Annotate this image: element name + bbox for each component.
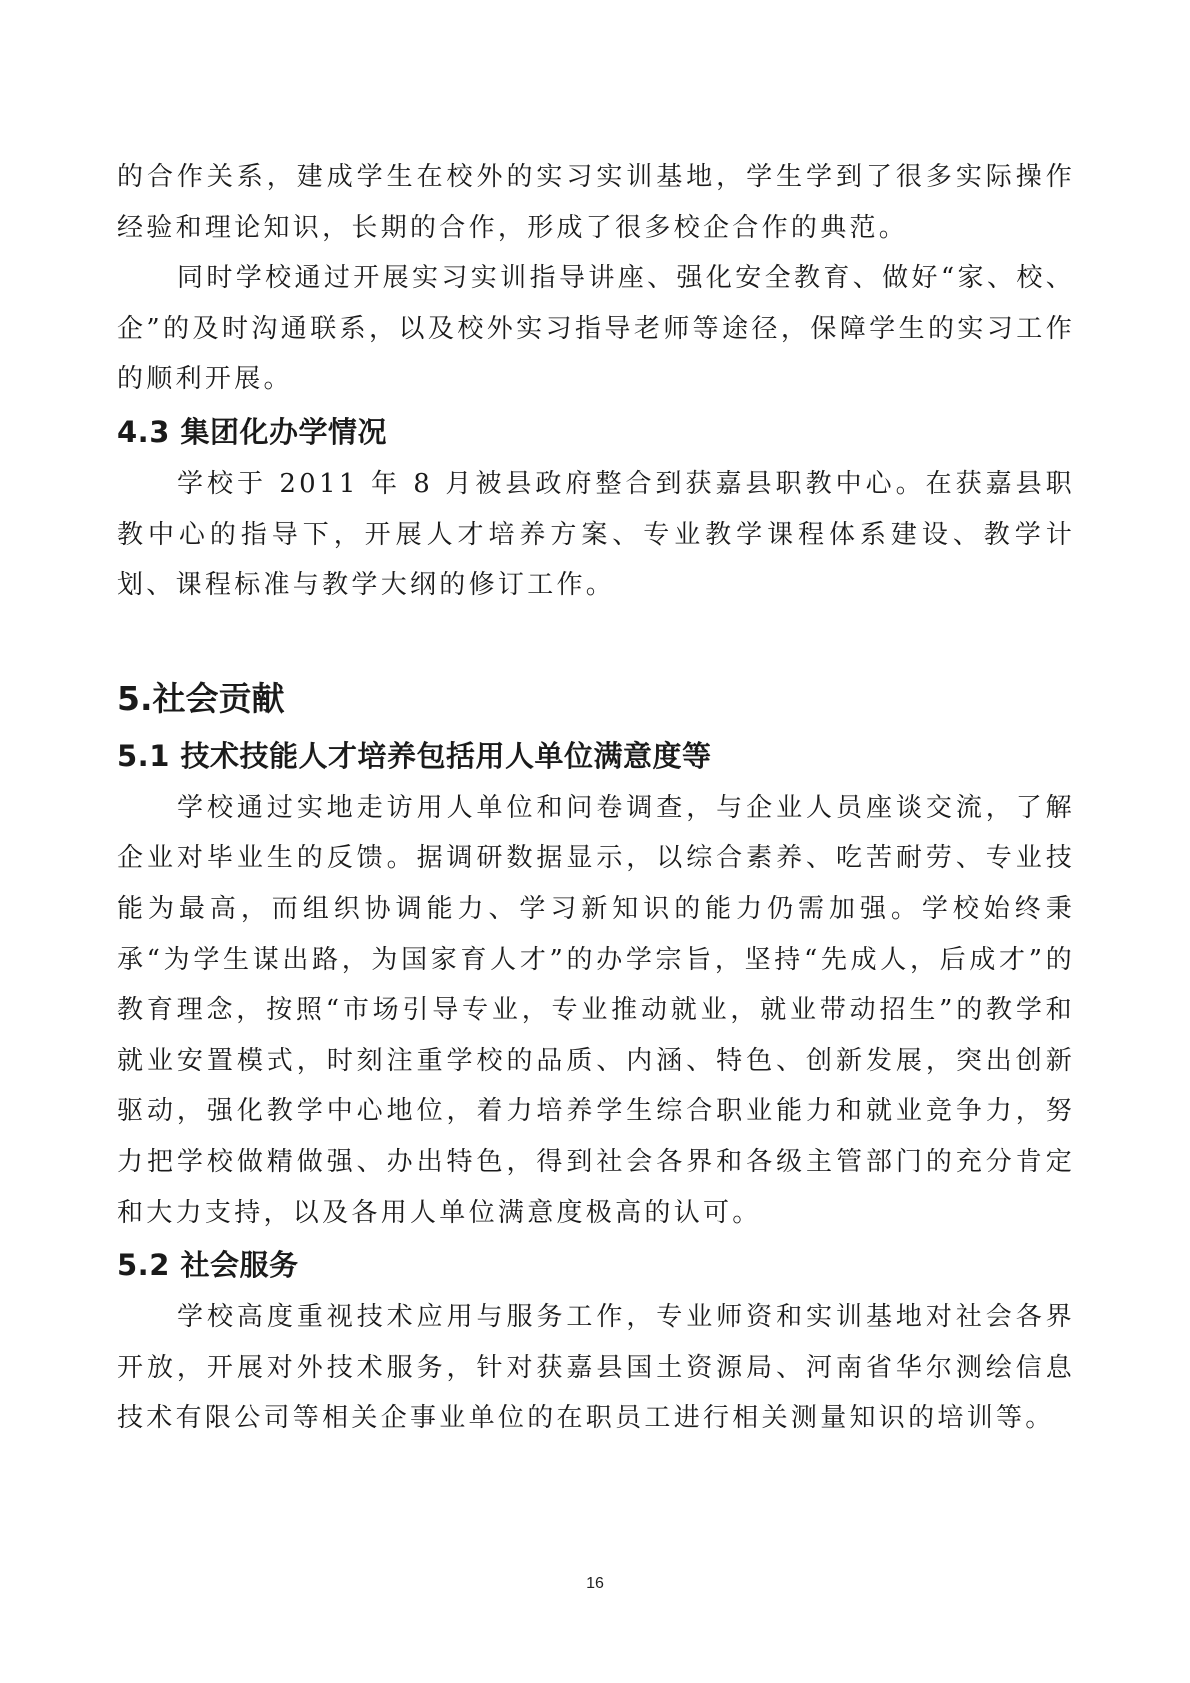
chapter-heading: 5.社会贡献: [117, 678, 285, 718]
section-heading: 5.1 技术技能人才培养包括用人单位满意度等: [117, 738, 712, 773]
body-paragraph: 学校高度重视技术应用与服务工作，专业师资和实训基地对社会各界开放，开展对外技术服务，针对获嘉县国土资源局、河南省华尔测绘信息技术有限公司等相关企事业单位的在职员工进行相关测量知识的培训等。: [117, 1302, 1075, 1434]
body-paragraph: 同时学校通过开展实习实训指导讲座、强化安全教育、做好“家、校、企”的及时沟通联系，以及校外实习指导老师等途径，保障学生的实习工作的顺利开展。: [117, 263, 1075, 395]
body-paragraph: 学校于 2011 年 8 月被县政府整合到获嘉县职教中心。在获嘉县职教中心的指导下，开展人才培养方案、专业教学课程体系建设、教学计划、课程标准与教学大纲的修订工作。: [117, 468, 1075, 601]
section-heading: 5.2 社会服务: [117, 1248, 299, 1283]
page-body: [117, 152, 1075, 1444]
body-paragraph: 的合作关系，建成学生在校外的实习实训基地，学生学到了很多实际操作经验和理论知识，长期的合作，形成了很多校企合作的典范。: [117, 162, 1075, 243]
body-paragraph: 学校通过实地走访用人单位和问卷调查，与企业人员座谈交流，了解企业对毕业生的反馈。据调研数据显示，以综合素养、吃苦耐劳、专业技能为最高，而组织协调能力、学习新知识的能力仍需加强。学校始终秉承“为学生谋出路，为国家育人才”的办学宗旨，坚持“先成人，后成才”的教育理念，按照“市场引导专业，专业推动就业，就业带动招生”的教学和就业安置模式，时刻注重学校的品质、内涵、特色、创新发展，突出创新驱动，强化教学中心地位，着力培养学生综合职业能力和就业竞争力，努力把学校做精做强、办出特色，得到社会各界和各级主管部门的充分肯定和大力支持，以及各用人单位满意度极高的认可。: [117, 792, 1075, 1228]
page-number: 16: [586, 1575, 604, 1592]
section-heading: 4.3 集团化办学情况: [117, 414, 387, 449]
